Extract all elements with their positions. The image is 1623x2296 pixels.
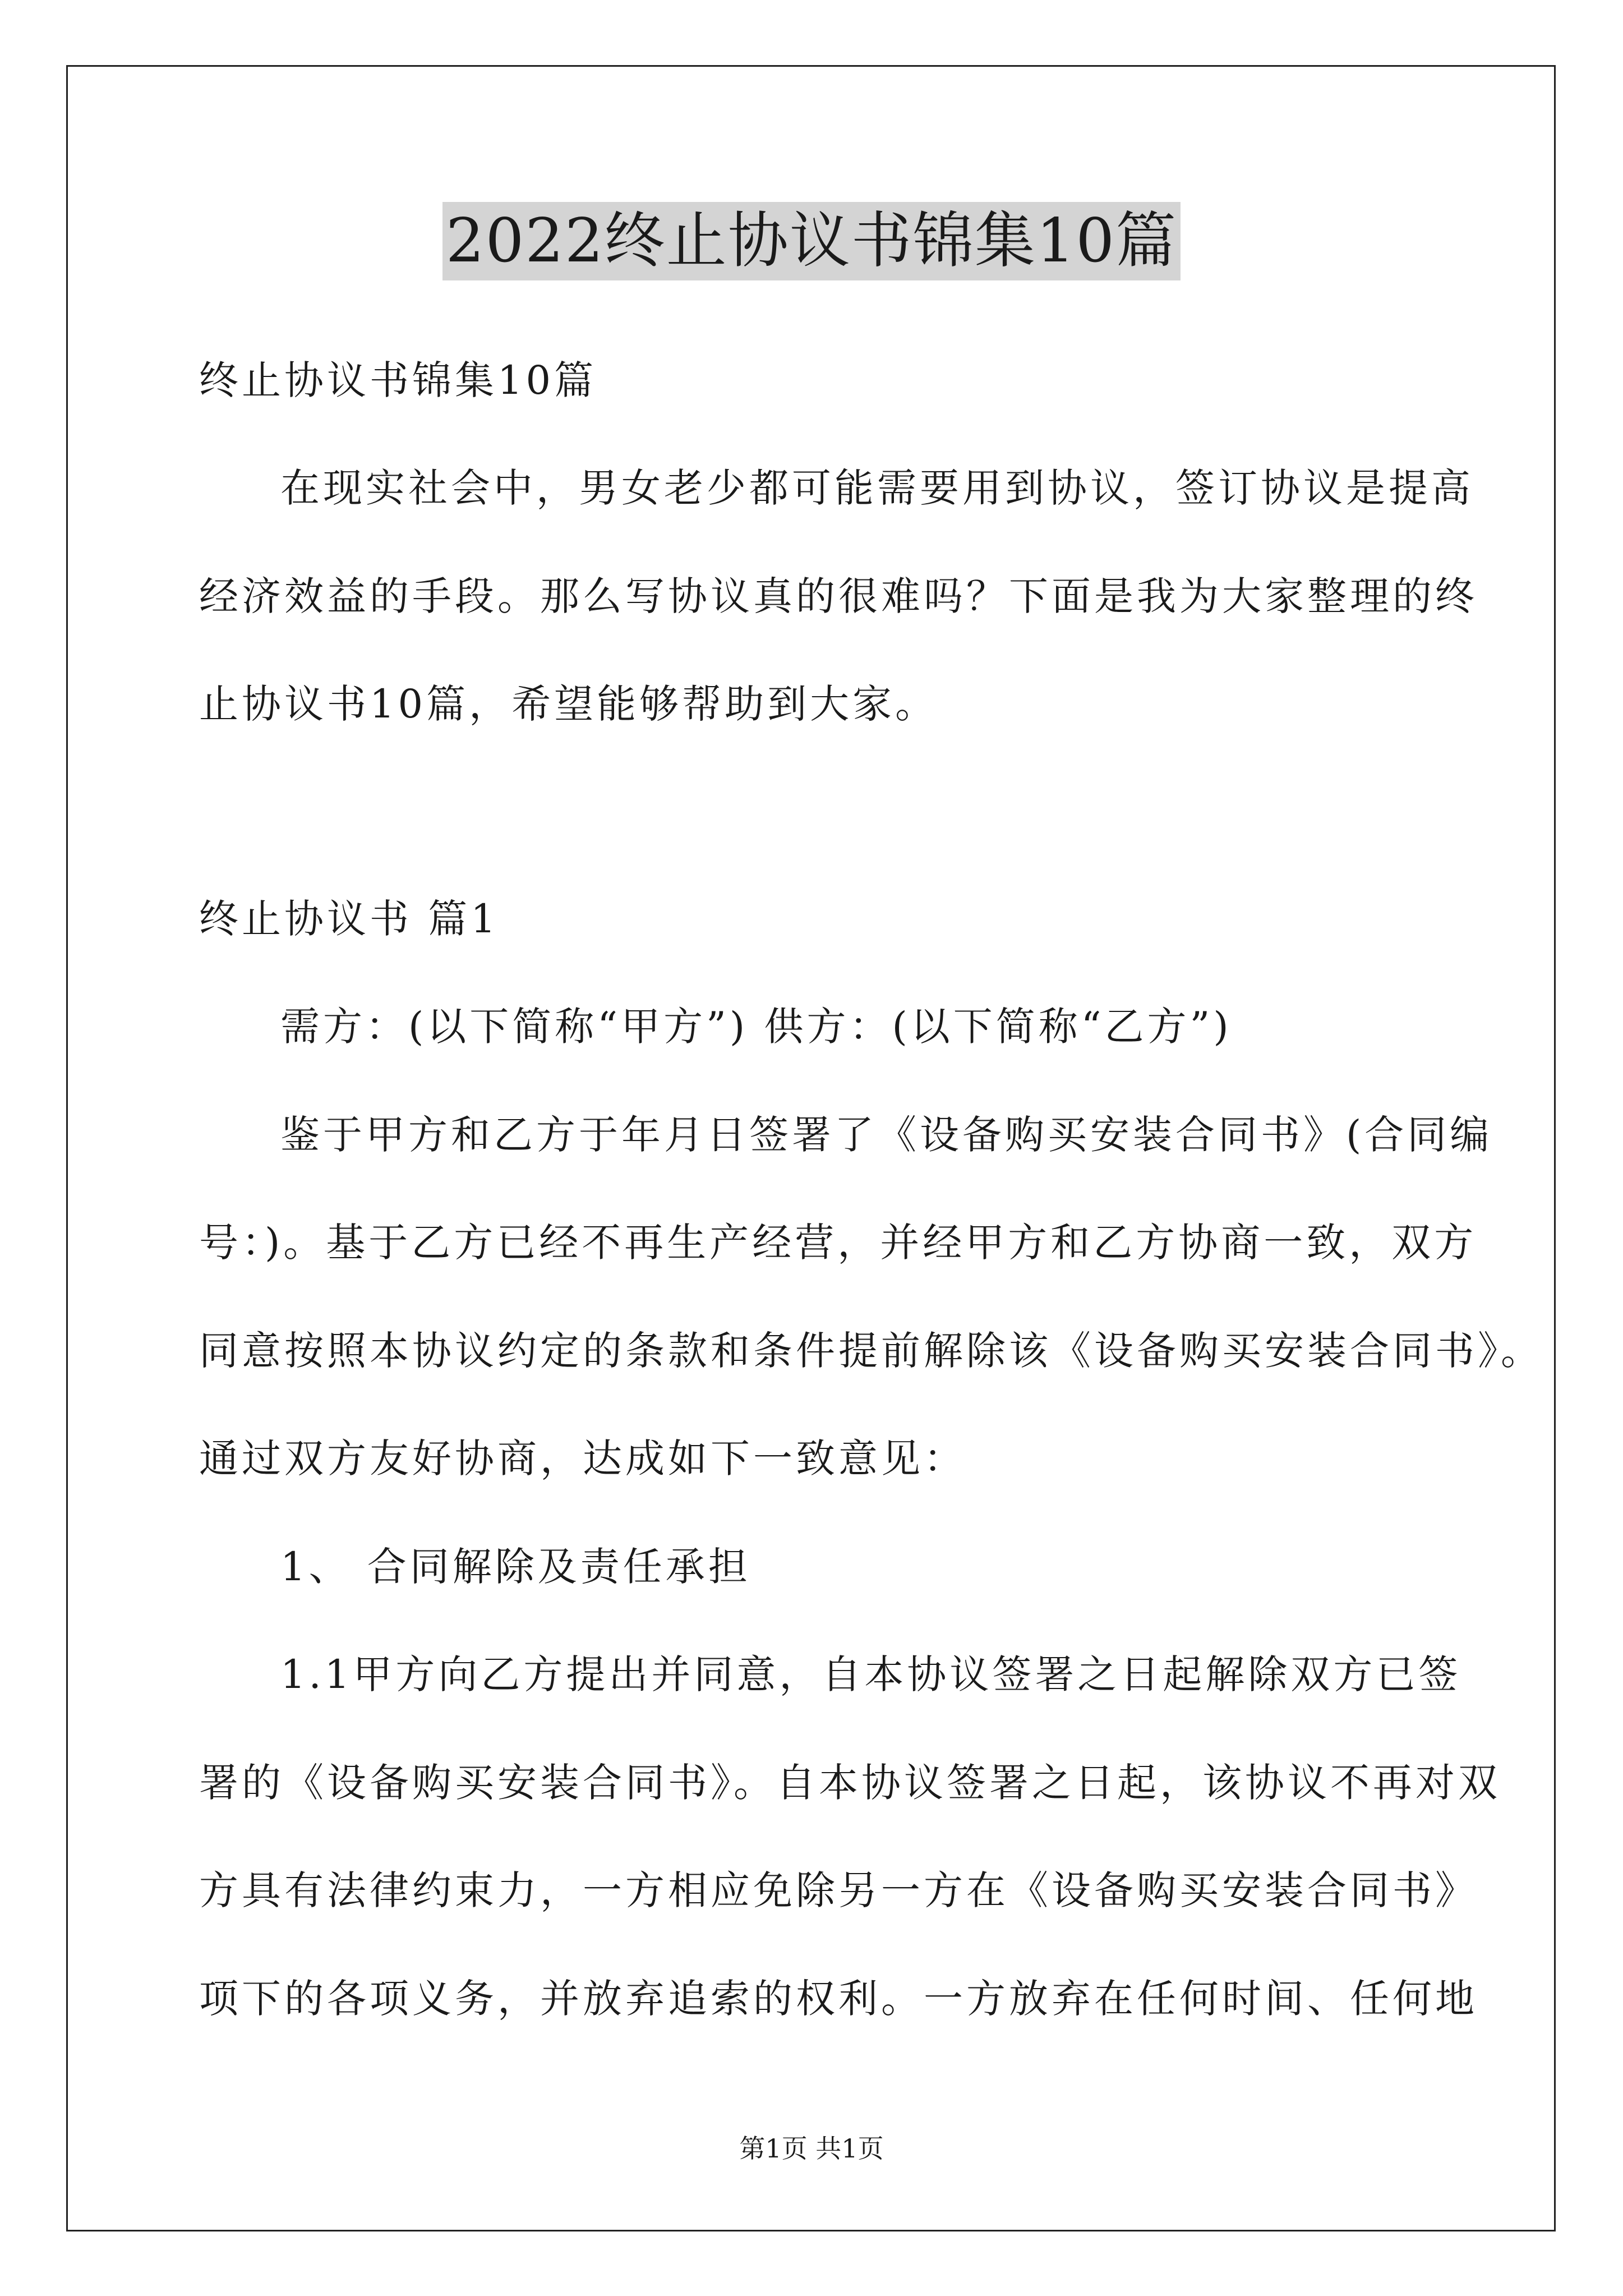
para2-line-4: 通过双方友好协商，达成如下一致意见： [199,1435,966,1481]
parties-line: 需方：(以下简称“甲方”) 供方：(以下简称“乙方”) [280,1004,1232,1050]
section-heading: 终止协议书 篇1 [199,896,499,942]
clause-line-2: 署的《设备购买安装合同书》。自本协议签署之日起，该协议不再对双 [199,1760,1501,1806]
intro-line-3: 止协议书10篇，希望能够帮助到大家。 [199,681,938,727]
intro-line-1: 在现实社会中，男女老少都可能需要用到协议，签订协议是提高 [280,465,1474,511]
clause-line-1: 1.1甲方向乙方提出并同意，自本协议签署之日起解除双方已签 [280,1651,1461,1697]
para2-line-2: 号：)。基于乙方已经不再生产经营，并经甲方和乙方协商一致，双方 [199,1220,1477,1266]
para2-line-3: 同意按照本协议约定的条款和条件提前解除该《设备购买安装合同书》。 [199,1328,1543,1374]
document-subtitle: 终止协议书锦集10篇 [199,357,597,403]
clause-heading: 1、 合同解除及责任承担 [280,1544,751,1590]
intro-line-2: 经济效益的手段。那么写协议真的很难吗？下面是我为大家整理的终 [199,573,1478,619]
clause-line-3: 方具有法律约束力，一方相应免除另一方在《设备购买安装合同书》 [199,1867,1478,1913]
document-title: 2022终止协议书锦集10篇 [442,202,1181,280]
para2-line-1: 鉴于甲方和乙方于年月日签署了《设备购买安装合同书》(合同编 [280,1112,1493,1158]
page-footer: 第1页 共1页 [739,2133,884,2164]
clause-line-4: 项下的各项义务，并放弃追索的权利。一方放弃在任何时间、任何地 [199,1976,1478,2022]
title-container [0,202,1623,280]
